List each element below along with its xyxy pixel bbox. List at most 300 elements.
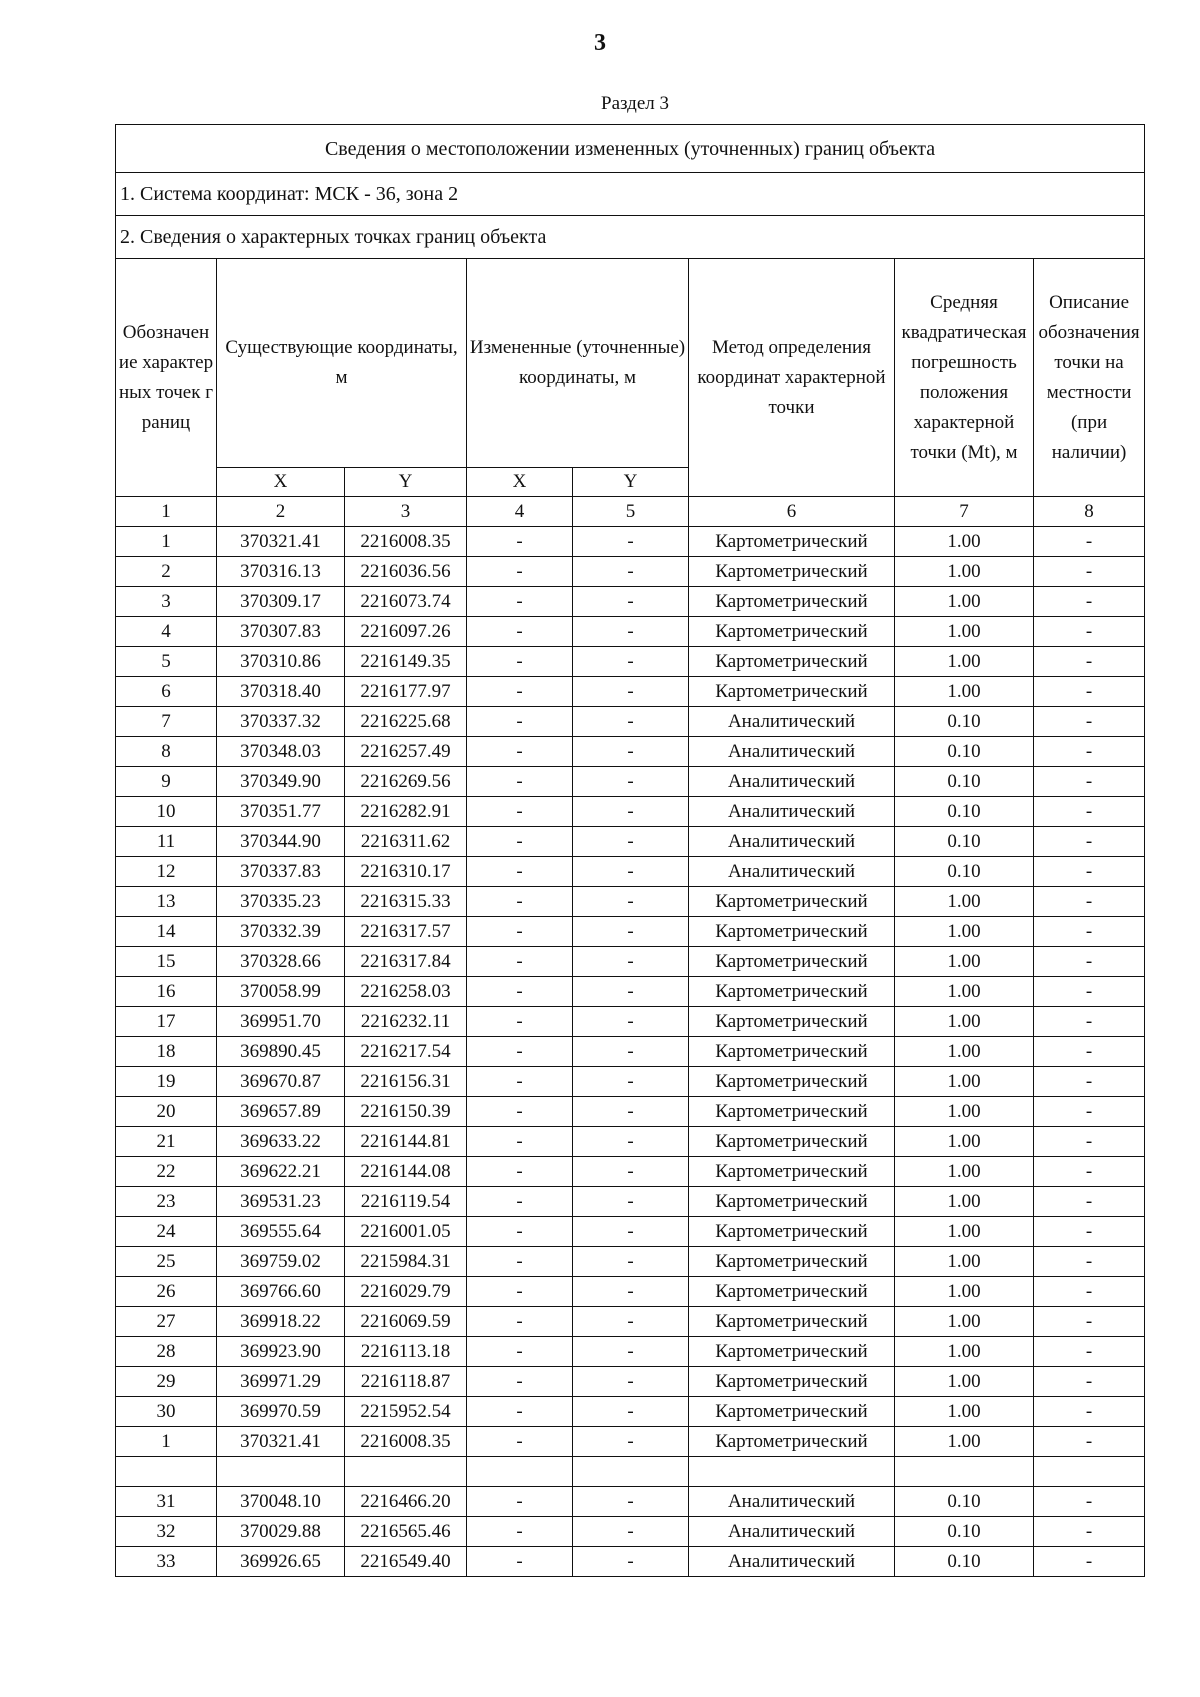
cell-y-changed: -	[573, 587, 689, 617]
cell-point-id: 2	[116, 557, 217, 587]
cell-point-id	[116, 1457, 217, 1487]
cell-description: -	[1034, 1547, 1145, 1577]
cell-y-changed: -	[573, 1157, 689, 1187]
header-error: Средняя квадратическая погрешность положения характерной точки (Mt), м	[895, 259, 1034, 497]
cell-y-existing: 2216269.56	[345, 767, 467, 797]
cell-error: 1.00	[895, 917, 1034, 947]
table-row	[116, 1277, 1145, 1307]
cell-x-changed: -	[467, 1217, 573, 1247]
cell-y-changed: -	[573, 707, 689, 737]
header-y-changed: Y	[573, 468, 689, 497]
cell-y-changed: -	[573, 1247, 689, 1277]
cell-x-changed: -	[467, 1517, 573, 1547]
table-row	[116, 1037, 1145, 1067]
cell-x-existing: 369766.60	[217, 1277, 345, 1307]
cell-error	[895, 1457, 1034, 1487]
cell-x-existing: 370321.41	[217, 527, 345, 557]
cell-x-existing: 370344.90	[217, 827, 345, 857]
cell-description: -	[1034, 1397, 1145, 1427]
cell-x-existing: 370058.99	[217, 977, 345, 1007]
cell-x-changed: -	[467, 1097, 573, 1127]
table-row	[116, 1487, 1145, 1517]
cell-description: -	[1034, 1517, 1145, 1547]
cell-x-changed: -	[467, 827, 573, 857]
cell-y-existing: 2215984.31	[345, 1247, 467, 1277]
cell-y-existing: 2216565.46	[345, 1517, 467, 1547]
cell-y-changed: -	[573, 1367, 689, 1397]
column-number: 8	[1034, 497, 1145, 527]
cell-x-existing: 370048.10	[217, 1487, 345, 1517]
cell-error: 0.10	[895, 797, 1034, 827]
cell-point-id: 16	[116, 977, 217, 1007]
cell-x-changed: -	[467, 977, 573, 1007]
cell-method: Картометрический	[689, 527, 895, 557]
cell-x-existing: 370335.23	[217, 887, 345, 917]
cell-method: Картометрический	[689, 647, 895, 677]
cell-point-id: 4	[116, 617, 217, 647]
cell-description: -	[1034, 617, 1145, 647]
cell-y-existing: 2216225.68	[345, 707, 467, 737]
cell-point-id: 13	[116, 887, 217, 917]
cell-x-existing: 370328.66	[217, 947, 345, 977]
cell-y-changed: -	[573, 1307, 689, 1337]
cell-error: 0.10	[895, 1547, 1034, 1577]
cell-point-id: 17	[116, 1007, 217, 1037]
table-row	[116, 1427, 1145, 1457]
table-row	[116, 827, 1145, 857]
cell-method: Картометрический	[689, 887, 895, 917]
cell-description: -	[1034, 737, 1145, 767]
table-row	[116, 1547, 1145, 1577]
table-row	[116, 947, 1145, 977]
cell-method: Аналитический	[689, 737, 895, 767]
cell-x-existing: 369951.70	[217, 1007, 345, 1037]
cell-description: -	[1034, 557, 1145, 587]
cell-description: -	[1034, 587, 1145, 617]
cell-point-id: 7	[116, 707, 217, 737]
table-row	[116, 977, 1145, 1007]
cell-point-id: 1	[116, 1427, 217, 1457]
boundary-points-table	[115, 124, 1145, 1577]
cell-x-changed: -	[467, 857, 573, 887]
cell-x-existing: 369657.89	[217, 1097, 345, 1127]
cell-x-changed: -	[467, 947, 573, 977]
table-row	[116, 1337, 1145, 1367]
table-row	[116, 1067, 1145, 1097]
cell-description	[1034, 1457, 1145, 1487]
cell-point-id: 26	[116, 1277, 217, 1307]
cell-y-changed: -	[573, 1487, 689, 1517]
cell-x-existing: 370332.39	[217, 917, 345, 947]
cell-x-existing: 369918.22	[217, 1307, 345, 1337]
cell-y-changed	[573, 1457, 689, 1487]
cell-x-existing: 370310.86	[217, 647, 345, 677]
cell-point-id: 9	[116, 767, 217, 797]
header-x-existing: X	[217, 468, 345, 497]
cell-error: 1.00	[895, 1127, 1034, 1157]
cell-point-id: 24	[116, 1217, 217, 1247]
cell-method: Аналитический	[689, 767, 895, 797]
cell-error: 1.00	[895, 557, 1034, 587]
cell-description: -	[1034, 1097, 1145, 1127]
cell-method: Картометрический	[689, 1157, 895, 1187]
cell-y-existing: 2216097.26	[345, 617, 467, 647]
cell-method: Аналитический	[689, 857, 895, 887]
cell-method: Картометрический	[689, 917, 895, 947]
cell-y-existing: 2216258.03	[345, 977, 467, 1007]
cell-description: -	[1034, 857, 1145, 887]
cell-point-id: 3	[116, 587, 217, 617]
cell-error: 0.10	[895, 827, 1034, 857]
cell-point-id: 5	[116, 647, 217, 677]
cell-point-id: 30	[116, 1397, 217, 1427]
column-number: 5	[573, 497, 689, 527]
cell-method: Картометрический	[689, 1367, 895, 1397]
cell-y-changed: -	[573, 1427, 689, 1457]
cell-y-existing: 2216466.20	[345, 1487, 467, 1517]
header-existing-coords: Существующие координаты, м	[217, 259, 467, 468]
cell-y-existing: 2216549.40	[345, 1547, 467, 1577]
cell-y-existing: 2216315.33	[345, 887, 467, 917]
cell-error: 1.00	[895, 1217, 1034, 1247]
cell-point-id: 22	[116, 1157, 217, 1187]
column-number: 4	[467, 497, 573, 527]
cell-y-changed: -	[573, 1187, 689, 1217]
cell-method: Картометрический	[689, 1247, 895, 1277]
cell-x-existing: 369759.02	[217, 1247, 345, 1277]
cell-description: -	[1034, 1427, 1145, 1457]
cell-description: -	[1034, 797, 1145, 827]
column-number: 6	[689, 497, 895, 527]
cell-error: 0.10	[895, 1517, 1034, 1547]
cell-method: Аналитический	[689, 827, 895, 857]
cell-error: 1.00	[895, 587, 1034, 617]
cell-x-changed: -	[467, 1487, 573, 1517]
cell-method: Картометрический	[689, 1427, 895, 1457]
cell-description: -	[1034, 1487, 1145, 1517]
cell-x-existing: 369970.59	[217, 1397, 345, 1427]
cell-x-changed: -	[467, 527, 573, 557]
cell-y-changed: -	[573, 917, 689, 947]
cell-method: Аналитический	[689, 707, 895, 737]
cell-x-changed: -	[467, 1127, 573, 1157]
cell-y-existing: 2215952.54	[345, 1397, 467, 1427]
cell-method: Картометрический	[689, 1037, 895, 1067]
cell-y-existing: 2216036.56	[345, 557, 467, 587]
cell-description: -	[1034, 1187, 1145, 1217]
cell-x-existing: 369555.64	[217, 1217, 345, 1247]
cell-y-existing: 2216150.39	[345, 1097, 467, 1127]
cell-error: 1.00	[895, 1067, 1034, 1097]
column-number: 7	[895, 497, 1034, 527]
cell-x-existing: 370321.41	[217, 1427, 345, 1457]
cell-y-changed: -	[573, 887, 689, 917]
cell-y-changed: -	[573, 1127, 689, 1157]
cell-x-changed: -	[467, 1307, 573, 1337]
cell-error: 1.00	[895, 1307, 1034, 1337]
cell-error: 0.10	[895, 767, 1034, 797]
cell-description: -	[1034, 1247, 1145, 1277]
table-row	[116, 1157, 1145, 1187]
cell-point-id: 1	[116, 527, 217, 557]
cell-method: Картометрический	[689, 1127, 895, 1157]
cell-method: Аналитический	[689, 1487, 895, 1517]
cell-y-changed: -	[573, 1037, 689, 1067]
cell-point-id: 19	[116, 1067, 217, 1097]
cell-description: -	[1034, 1217, 1145, 1247]
table-row	[116, 1307, 1145, 1337]
cell-error: 1.00	[895, 947, 1034, 977]
cell-y-existing: 2216069.59	[345, 1307, 467, 1337]
cell-description: -	[1034, 527, 1145, 557]
cell-error: 1.00	[895, 1007, 1034, 1037]
header-description: Описание обозначения точки на местности (при наличии)	[1034, 259, 1145, 497]
cell-y-existing: 2216317.57	[345, 917, 467, 947]
cell-error: 0.10	[895, 737, 1034, 767]
cell-method: Картометрический	[689, 557, 895, 587]
points-heading: 2. Сведения о характерных точках границ объекта	[116, 216, 1145, 259]
cell-x-existing: 370318.40	[217, 677, 345, 707]
cell-x-changed: -	[467, 647, 573, 677]
cell-y-changed: -	[573, 617, 689, 647]
cell-description: -	[1034, 977, 1145, 1007]
cell-x-existing: 369890.45	[217, 1037, 345, 1067]
table-row	[116, 1217, 1145, 1247]
cell-point-id: 15	[116, 947, 217, 977]
cell-x-existing: 370337.32	[217, 707, 345, 737]
column-number: 3	[345, 497, 467, 527]
cell-y-existing: 2216144.81	[345, 1127, 467, 1157]
table-row	[116, 1097, 1145, 1127]
cell-y-changed: -	[573, 677, 689, 707]
cell-point-id: 27	[116, 1307, 217, 1337]
cell-point-id: 28	[116, 1337, 217, 1367]
cell-y-existing: 2216217.54	[345, 1037, 467, 1067]
cell-error: 0.10	[895, 707, 1034, 737]
table-row	[116, 797, 1145, 827]
cell-x-changed: -	[467, 677, 573, 707]
cell-point-id: 11	[116, 827, 217, 857]
table-row	[116, 587, 1145, 617]
cell-x-changed: -	[467, 1187, 573, 1217]
cell-description: -	[1034, 647, 1145, 677]
cell-y-changed: -	[573, 1397, 689, 1427]
cell-method: Аналитический	[689, 1547, 895, 1577]
cell-point-id: 32	[116, 1517, 217, 1547]
cell-method: Картометрический	[689, 677, 895, 707]
cell-x-changed: -	[467, 1427, 573, 1457]
table-row	[116, 707, 1145, 737]
cell-description: -	[1034, 707, 1145, 737]
cell-error: 1.00	[895, 1427, 1034, 1457]
cell-point-id: 6	[116, 677, 217, 707]
cell-point-id: 33	[116, 1547, 217, 1577]
cell-x-changed: -	[467, 1547, 573, 1577]
cell-method: Картометрический	[689, 1007, 895, 1037]
cell-x-changed: -	[467, 1067, 573, 1097]
cell-y-existing	[345, 1457, 467, 1487]
cell-y-changed: -	[573, 1007, 689, 1037]
cell-x-changed: -	[467, 917, 573, 947]
cell-y-changed: -	[573, 1337, 689, 1367]
cell-method: Картометрический	[689, 1277, 895, 1307]
cell-x-existing: 369633.22	[217, 1127, 345, 1157]
cell-description: -	[1034, 1337, 1145, 1367]
table-row	[116, 767, 1145, 797]
cell-point-id: 12	[116, 857, 217, 887]
cell-y-existing: 2216310.17	[345, 857, 467, 887]
cell-x-changed: -	[467, 1007, 573, 1037]
cell-y-existing: 2216008.35	[345, 527, 467, 557]
cell-error: 1.00	[895, 1097, 1034, 1127]
table-body	[116, 527, 1145, 1577]
cell-y-changed: -	[573, 1097, 689, 1127]
cell-y-changed: -	[573, 767, 689, 797]
cell-x-changed: -	[467, 767, 573, 797]
cell-point-id: 8	[116, 737, 217, 767]
cell-method: Картометрический	[689, 1337, 895, 1367]
cell-x-existing: 370351.77	[217, 797, 345, 827]
header-point-id-text: Обозначение характерных точек границ	[118, 321, 214, 433]
cell-x-changed: -	[467, 1397, 573, 1427]
cell-y-changed: -	[573, 797, 689, 827]
cell-y-existing: 2216113.18	[345, 1337, 467, 1367]
cell-description: -	[1034, 827, 1145, 857]
cell-y-changed: -	[573, 977, 689, 1007]
cell-error: 1.00	[895, 647, 1034, 677]
cell-x-existing: 370337.83	[217, 857, 345, 887]
cell-y-existing: 2216149.35	[345, 647, 467, 677]
cell-y-existing: 2216257.49	[345, 737, 467, 767]
header-changed-coords: Измененные (уточненные) координаты, м	[467, 259, 689, 468]
header-method: Метод определения координат характерной точки	[689, 259, 895, 497]
table-title: Сведения о местоположении измененных (уточненных) границ объекта	[116, 125, 1145, 173]
cell-y-existing: 2216282.91	[345, 797, 467, 827]
section-label: Раздел 3	[601, 93, 669, 114]
cell-y-existing: 2216177.97	[345, 677, 467, 707]
cell-description: -	[1034, 1067, 1145, 1097]
cell-error: 1.00	[895, 527, 1034, 557]
cell-x-existing: 370348.03	[217, 737, 345, 767]
cell-error: 0.10	[895, 1487, 1034, 1517]
cell-error: 1.00	[895, 977, 1034, 1007]
cell-x-changed: -	[467, 1367, 573, 1397]
cell-method: Картометрический	[689, 617, 895, 647]
table-row	[116, 617, 1145, 647]
cell-x-changed: -	[467, 797, 573, 827]
cell-x-changed: -	[467, 617, 573, 647]
cell-y-existing: 2216001.05	[345, 1217, 467, 1247]
cell-y-changed: -	[573, 827, 689, 857]
cell-x-existing: 369926.65	[217, 1547, 345, 1577]
cell-error: 1.00	[895, 1397, 1034, 1427]
cell-point-id: 29	[116, 1367, 217, 1397]
table-row	[116, 1517, 1145, 1547]
cell-x-existing: 370316.13	[217, 557, 345, 587]
table-row	[116, 1007, 1145, 1037]
column-number: 1	[116, 497, 217, 527]
cell-y-changed: -	[573, 557, 689, 587]
cell-y-changed: -	[573, 1067, 689, 1097]
cell-error: 1.00	[895, 887, 1034, 917]
cell-point-id: 23	[116, 1187, 217, 1217]
cell-description: -	[1034, 887, 1145, 917]
cell-point-id: 10	[116, 797, 217, 827]
cell-point-id: 31	[116, 1487, 217, 1517]
table-row	[116, 1127, 1145, 1157]
cell-description: -	[1034, 1007, 1145, 1037]
cell-y-changed: -	[573, 1277, 689, 1307]
cell-y-existing: 2216119.54	[345, 1187, 467, 1217]
table-row	[116, 917, 1145, 947]
cell-x-changed: -	[467, 1277, 573, 1307]
cell-method: Аналитический	[689, 797, 895, 827]
table-row	[116, 557, 1145, 587]
cell-y-changed: -	[573, 857, 689, 887]
cell-x-changed: -	[467, 1247, 573, 1277]
cell-y-existing: 2216073.74	[345, 587, 467, 617]
cell-method: Картометрический	[689, 587, 895, 617]
cell-error: 1.00	[895, 1367, 1034, 1397]
cell-description: -	[1034, 1127, 1145, 1157]
cell-error: 1.00	[895, 617, 1034, 647]
cell-method: Картометрический	[689, 1397, 895, 1427]
cell-description: -	[1034, 677, 1145, 707]
cell-description: -	[1034, 917, 1145, 947]
cell-description: -	[1034, 1037, 1145, 1067]
cell-y-existing: 2216118.87	[345, 1367, 467, 1397]
cell-x-changed: -	[467, 557, 573, 587]
cell-x-existing: 369971.29	[217, 1367, 345, 1397]
cell-x-existing: 370307.83	[217, 617, 345, 647]
table-row	[116, 857, 1145, 887]
cell-description: -	[1034, 947, 1145, 977]
cell-y-changed: -	[573, 947, 689, 977]
cell-method: Картометрический	[689, 1307, 895, 1337]
cell-description: -	[1034, 1157, 1145, 1187]
header-point-id	[116, 259, 217, 497]
table-row	[116, 527, 1145, 557]
table-row	[116, 1247, 1145, 1277]
cell-point-id: 18	[116, 1037, 217, 1067]
cell-error: 1.00	[895, 1037, 1034, 1067]
cell-error: 1.00	[895, 1187, 1034, 1217]
cell-method: Картометрический	[689, 1217, 895, 1247]
cell-x-existing: 369923.90	[217, 1337, 345, 1367]
coordinate-system: 1. Система координат: МСК - 36, зона 2	[116, 173, 1145, 216]
cell-x-existing: 369531.23	[217, 1187, 345, 1217]
cell-y-changed: -	[573, 737, 689, 767]
cell-method: Аналитический	[689, 1517, 895, 1547]
page-number: 3	[594, 30, 606, 56]
table-row	[116, 1367, 1145, 1397]
cell-x-changed: -	[467, 887, 573, 917]
cell-error: 1.00	[895, 1277, 1034, 1307]
cell-y-changed: -	[573, 647, 689, 677]
cell-y-existing: 2216029.79	[345, 1277, 467, 1307]
table-row	[116, 1457, 1145, 1487]
cell-x-existing: 370309.17	[217, 587, 345, 617]
cell-y-changed: -	[573, 1547, 689, 1577]
cell-point-id: 21	[116, 1127, 217, 1157]
cell-y-existing: 2216317.84	[345, 947, 467, 977]
cell-x-changed: -	[467, 707, 573, 737]
table-row	[116, 647, 1145, 677]
header-y-existing: Y	[345, 468, 467, 497]
cell-x-changed: -	[467, 737, 573, 767]
cell-method: Картометрический	[689, 1097, 895, 1127]
cell-method: Картометрический	[689, 947, 895, 977]
